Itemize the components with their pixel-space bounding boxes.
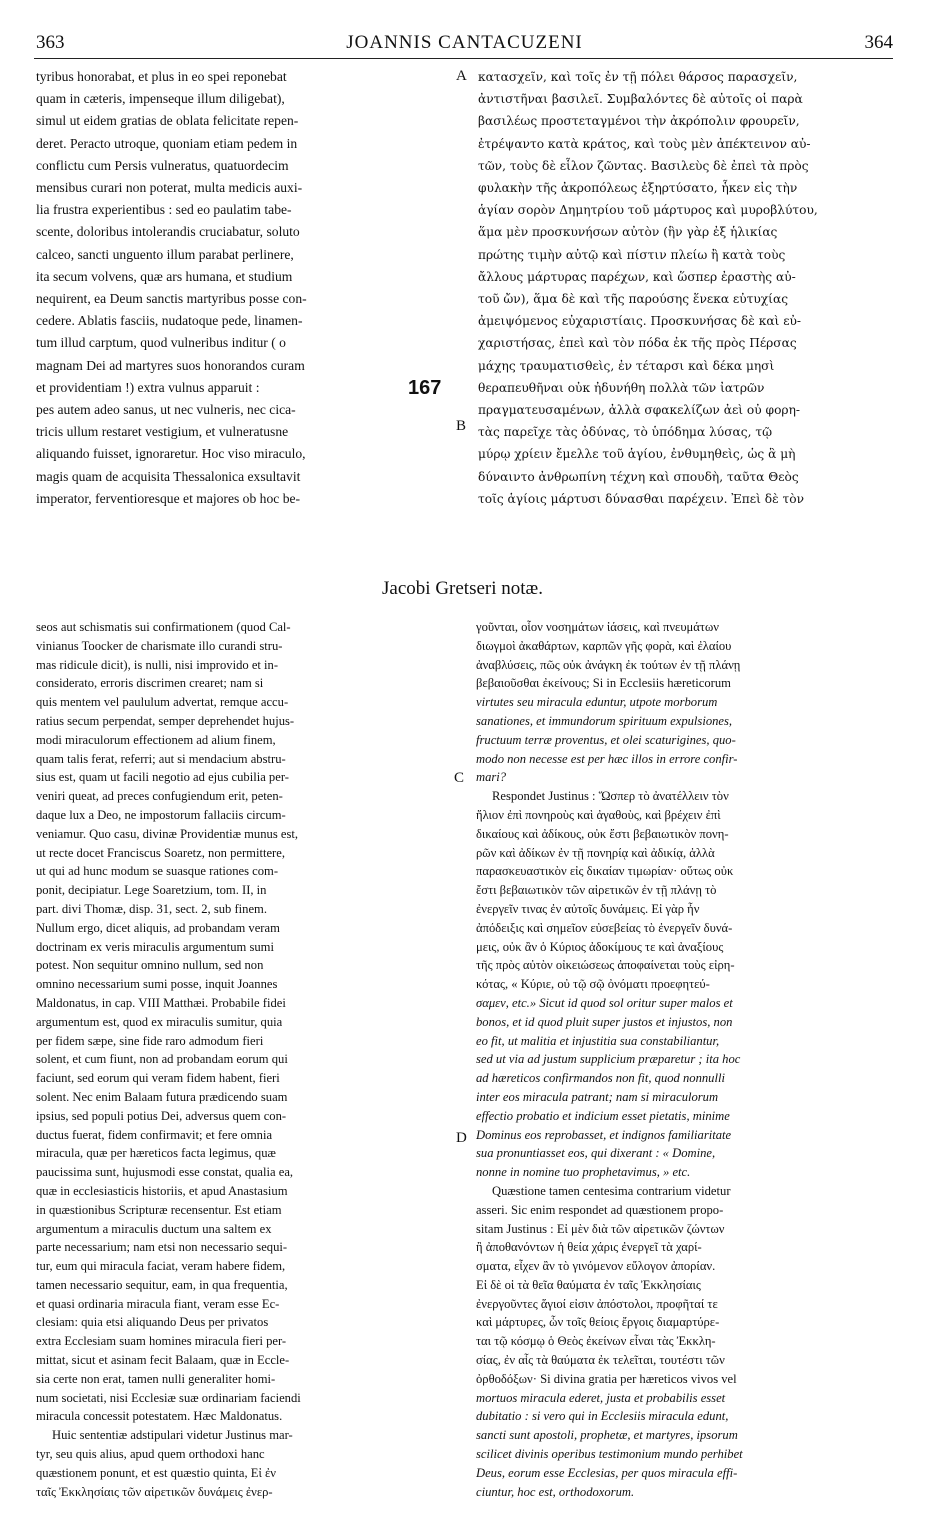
- text-line: miracula concessit potestatem. Hæc Maldonatus.: [36, 1409, 283, 1424]
- text-line: effectio probatio et indicium esset pietatis, minime: [476, 1108, 730, 1123]
- text-line: faciunt, sed eorum qui veram fidem habent, fieri: [36, 1071, 280, 1086]
- text-line: ita secum volvens, quæ ars humana, et studium: [36, 268, 293, 284]
- text-line: potest. Non sequitur omnino nullum, sed non: [36, 958, 264, 973]
- text-line: parte necessarium; nam etsi non necessario sequi-: [36, 1240, 288, 1255]
- text-line: ἐνεργοῦντες ἅγιοί εἰσιν ἀπόστολοι, προφῆταί τε: [476, 1296, 718, 1311]
- text-line: tamen necessario sequitur, eam, in qua frequentia,: [36, 1277, 288, 1292]
- text-line: Huic sententiæ adstipulari videtur Justinus mar-: [52, 1428, 293, 1443]
- text-line: Nullum ergo, dicet aliquis, ad probandam veram: [36, 920, 280, 935]
- text-line: κότας, « Κύριε, οὐ τῷ σῷ ὀνόματι προεφητεύ-: [476, 977, 710, 992]
- text-line: ἀμειψόμενος εὐχαριστίαις. Προσκυνήσας δὲ καὶ εὐ-: [478, 314, 802, 329]
- text-line: aliquando fuisset, ignoraretur. Hoc viso miraculo,: [36, 446, 306, 462]
- text-line: ut recte docet Franciscus Soaretz, non permittere,: [36, 845, 285, 860]
- text-line: num societati, nisi Ecclesiæ suæ ordinariam faciendi: [36, 1390, 301, 1405]
- text-line: scilicet divinis operibus testimonium mundo perhibet: [476, 1447, 743, 1462]
- text-line: δύναιντο ἀνθρωπίνη τέχνη καὶ σπουδὴ, ταῦτα Θεὸς: [478, 469, 799, 484]
- text-line: mensibus curari non poterat, multa medicis auxi-: [36, 180, 303, 196]
- text-line: fructuum terræ proventus, et olei scaturigines, quo-: [476, 732, 736, 747]
- text-line: πρώτης τιμὴν αὐτῷ καὶ πίστιν πλείω ἢ κατὰ τοὺς: [478, 247, 786, 262]
- text-line: Deus, eorum esse Ecclesias, per quos miracula effi-: [476, 1465, 738, 1480]
- text-line: sitam Justinus : Εἰ μὲν διὰ τῶν αἱρετικῶν ζώντων: [476, 1221, 725, 1236]
- text-line: dubitatio : si vero qui in Ecclesiis miracula edunt,: [476, 1409, 729, 1424]
- text-line: ἥλιον ἐπὶ πονηροὺς καὶ ἀγαθοὺς, καὶ βρέχειν ἐπὶ: [476, 807, 721, 822]
- text-line: ἀπόδειξις καὶ σημεῖον εὐσεβείας τὸ ἐνεργεῖν δυνά-: [476, 920, 733, 935]
- text-line: βασιλέως προστεταγμένοι τὴν ἀκρόπολιν φρουρεῖν,: [478, 114, 800, 129]
- text-line: δικαίους καὶ ἀδίκους, οὐκ ἔστι βεβαιωτικὸν πονη-: [476, 826, 729, 841]
- left-page-number: 363: [36, 32, 65, 53]
- text-line: ponit, decipiatur. Lege Soaretzium, tom. II, in: [36, 883, 267, 898]
- text-line: ut qui ad hunc modum se suasque rationes com-: [36, 864, 279, 879]
- text-line: ἁγίαν σορὸν Δημητρίου τοῦ μάρτυρος καὶ μυροβλύτου,: [478, 203, 818, 218]
- text-line: μεις, οὐκ ἂν ὁ Κύριος ἀδοκίμους τε καὶ ἀναξίους: [476, 939, 724, 954]
- page-marker: 167: [408, 377, 442, 400]
- text-line: βεβαιοῦσθαι ἐκείνους; Si in Ecclesiis hæreticorum: [476, 676, 731, 691]
- text-line: pes autem adeo sanus, ut nec vulneris, nec cica-: [36, 402, 296, 418]
- text-line: quam in cæteris, impenseque illum diligebat),: [36, 91, 285, 107]
- text-line: calceo, sancti unguento illum parabat perlinere,: [36, 246, 294, 262]
- text-line: ἅμα μὲν προσκυνήσων αὐτὸν (ἣν γὰρ ἐξ ἡλικίας: [478, 225, 778, 240]
- text-line: τὰς παρεῖχε τὰς ὀδύνας, τὸ ὑπόδημα λύσας, τῷ: [478, 425, 773, 440]
- text-line: παρασκευαστικὸν εἰς δικαίαν τιμωρίαν· οὕτως οὐκ: [476, 864, 734, 879]
- text-line: scente, doloribus intolerandis cruciabatur, soluto: [36, 224, 300, 240]
- text-line: sius est, quam ut facili negotio ad ejus cubilia per-: [36, 770, 289, 785]
- text-line: mari?: [476, 770, 507, 785]
- text-line: διωγμοὶ ἀκαθάρτων, καρπῶν γῆς φορὰ, καὶ ἐλαίου: [476, 638, 732, 653]
- running-title: JOANNIS CANTACUZENI: [346, 32, 583, 53]
- text-line: paucissima sunt, hujusmodi esse constat, qualia ea,: [36, 1165, 294, 1180]
- text-line: conflictu cum Persis vulneratus, quatuordecim: [36, 157, 289, 173]
- text-line: sancti sunt apostoli, prophetæ, et martyres, ipsorum: [476, 1428, 738, 1443]
- text-line: quæstionem ponunt, et est quæstio quinta, Εἰ ἐν: [36, 1465, 277, 1480]
- text-line: τῆς πρὸς αὐτὸν οἰκειώσεως ἀποφαίνεται τοὺς εἰρη-: [476, 958, 735, 973]
- text-line: ἔστι βεβαιωτικὸν τῶν αἱρετικῶν ἐν τῇ πλάνῃ τὸ: [476, 883, 717, 898]
- text-line: magis quam de acquisita Thessalonica exsultavit: [36, 468, 301, 484]
- text-line: mittat, sicut et asinam fecit Balaam, quæ in Eccle-: [36, 1353, 290, 1368]
- text-line: μύρῳ χρίειν ἔμελλε τοῦ ἁγίου, ἐνθυμηθεὶς, ὡς ἃ μὴ: [478, 447, 796, 462]
- text-line: veniri queat, ad preces confugiendum erit, peten-: [36, 789, 283, 804]
- margin-letter-b: B: [456, 418, 467, 434]
- text-line: ratius secum perpendat, semper deprehendet hujus-: [36, 713, 295, 728]
- text-line: in quæstionibus Scripturæ recensentur. Est etiam: [36, 1202, 282, 1217]
- text-line: ται τῷ κόσμῳ ὁ Θεὸς ἐκείνων εἶναι τὰς Ἐκκλη-: [476, 1334, 716, 1349]
- text-line: σαμεν, etc.» Sicut id quod sol oritur super malos et: [476, 995, 733, 1010]
- text-line: ἀναβλύσεις, πῶς οὐκ ἀνάγκη ἐκ τούτων ἐν τῇ πλάνῃ: [476, 657, 741, 672]
- greek-text-column: [478, 66, 898, 510]
- text-line: καὶ μάρτυρες, ὧν τοῖς θείοις ἔργοις διαμαρτύρε-: [476, 1315, 720, 1330]
- text-line: miracula, quæ per hæreticos facta legimus, quæ: [36, 1146, 276, 1161]
- text-line: ἄλλους μάρτυρας παρέχων, καὶ ὥσπερ ἐραστὴς αὐ-: [478, 269, 796, 284]
- latin-translation-column: [36, 66, 446, 510]
- text-line: clesiam: quia etsi aliquando Deus per privatos: [36, 1315, 269, 1330]
- text-line: virtutes seu miracula eduntur, utpote morborum: [476, 695, 718, 710]
- text-line: argumentum est, quod ex miraculis sumitur, quia: [36, 1014, 283, 1029]
- text-line: modo non necesse est per hæc illos in errore confir-: [476, 751, 738, 766]
- text-line: ὀρθοδόξων· Si divina gratia per hæreticos vivos vel: [476, 1371, 737, 1386]
- text-line: mas ridicule dicit), is nulli, nisi improvido et in-: [36, 657, 279, 672]
- text-line: sia certe non erat, tamen nulli generaliter homi-: [36, 1371, 276, 1386]
- right-page-number: 364: [864, 32, 893, 53]
- text-line: seos aut schismatis sui confirmationem (quod Cal-: [36, 620, 291, 634]
- text-line: θεραπευθῆναι οὐκ ἠδυνήθη πολλὰ τῶν ἰατρῶν: [478, 380, 765, 395]
- text-line: per fidem sæpe, sine fide raro admodum fieri: [36, 1033, 264, 1048]
- text-line: ductus fuerat, fidem confirmavit; et fere omnia: [36, 1127, 273, 1142]
- text-line: quam talis ferat, referri; aut si mendacium abstru-: [36, 751, 286, 766]
- text-line: mortuos miracula ederet, justa et probabilis esset: [476, 1390, 726, 1405]
- text-line: γοῦνται, οἷον νοσημάτων ἰάσεις, καὶ πνευμάτων: [476, 620, 719, 634]
- text-line: daque lux a Deo, ne impostorum fallaciis circum-: [36, 807, 286, 822]
- margin-letter-d: D: [456, 1130, 467, 1146]
- text-line: Respondet Justinus : Ὥσπερ τὸ ἀνατέλλειν τὸν: [492, 789, 729, 804]
- text-line: τοῖς ἁγίοις μάρτυσι δύνασθαι παρέχειν. Ἐπεὶ δὲ τὸν: [478, 491, 804, 506]
- text-line: vinianus Toocker de charismate illo curandi stru-: [36, 638, 283, 653]
- text-line: bonos, et id quod pluit super justos et injustos, non: [476, 1014, 733, 1029]
- running-header: [36, 28, 893, 60]
- text-line: κατασχεῖν, καὶ τοῖς ἐν τῇ πόλει θάρσος παρασχεῖν,: [478, 70, 798, 84]
- text-line: imperator, ferventioresque et majores ob hoc be-: [36, 490, 301, 506]
- text-line: Εἰ δὲ οἱ τὰ θεῖα θαύματα ἐν ταῖς Ἐκκλησίαις: [476, 1277, 701, 1292]
- text-line: ἐνεργεῖν τινας ἐν αὐτοῖς δυνάμεις. Εἰ γὰρ ἦν: [476, 901, 700, 916]
- text-line: ipsius, sed populi potius Dei, adversus quem con-: [36, 1108, 287, 1123]
- margin-letter-c: C: [454, 770, 465, 786]
- text-line: χαριστήσας, ἐπεὶ καὶ τὸν πόδα ἐκ τῆς πρὸς Πέρσας: [478, 336, 797, 351]
- margin-letter-a: A: [456, 68, 467, 84]
- text-line: Quæstione tamen centesima contrarium videtur: [492, 1183, 731, 1198]
- text-line: omnino necessarium sumi posse, inquit Joannes: [36, 977, 278, 992]
- text-line: quis mentem vel paululum advertat, remque accu-: [36, 695, 289, 710]
- text-line: sua pronuntiasset eos, qui dixerant : « Domine,: [476, 1146, 716, 1161]
- text-line: ἢ ἀποθανόντων ἡ θεία χάρις ἐνεργεῖ τὰ χαρί-: [476, 1240, 702, 1255]
- text-line: tum illud carptum, quod vulneribus inditur ( o: [36, 335, 286, 351]
- text-line: tur, eum qui miracula faciat, veram habere fidem,: [36, 1259, 286, 1274]
- text-line: et providentiam !) extra vulnus apparuit :: [36, 379, 260, 395]
- text-line: tyribus honorabat, et plus in eo spei reponebat: [36, 69, 287, 84]
- text-line: τῶν, τοὺς δὲ εἷλον ζῶντας. Βασιλεὺς δὲ ἐπεὶ τὰ πρὸς: [478, 158, 809, 173]
- text-line: quæ in ecclesiasticis historiis, et apud Anastasium: [36, 1183, 288, 1198]
- text-line: et quasi ordinaria miracula fiant, veram esse Ec-: [36, 1296, 280, 1311]
- text-line: part. divi Thomæ, disp. 31, sect. 2, sub finem.: [36, 901, 267, 916]
- text-line: solent, et cum fiunt, non ad probandam eorum qui: [36, 1052, 288, 1067]
- text-line: ρῶν καὶ ἀδίκων ἐν τῇ πονηρίᾳ καὶ ἀδικίᾳ, ἀλλὰ: [476, 845, 715, 860]
- text-line: extra Ecclesiam suam homines miracula fieri per-: [36, 1334, 287, 1349]
- text-line: lia frustra experientibus : sed eo paulatim tabe-: [36, 202, 292, 218]
- text-line: ταῖς Ἐκκλησίαις τῶν αἱρετικῶν δυνάμεις ἐνερ-: [36, 1484, 273, 1499]
- text-line: veniamur. Quo casu, divinæ Providentiæ munus est,: [36, 826, 299, 841]
- notes-left-column: [36, 618, 444, 1501]
- text-line: πραγματευσαμένων, ἀλλὰ σφακελίζων ἀεὶ οὐ φορη-: [478, 403, 800, 418]
- text-line: considerato, erroris discrimen crearet; nam si: [36, 676, 264, 691]
- text-line: inter eos miracula patrant; nam si miraculorum: [476, 1089, 719, 1104]
- text-line: sanationes, et immundorum spirituum expulsiones,: [476, 713, 733, 728]
- text-line: tyr, seu quis alius, apud quem orthodoxi hanc: [36, 1447, 265, 1462]
- text-line: τοῦ ὤν), ἅμα δὲ καὶ τῆς παρούσης ἕνεκα εὐτυχίας: [478, 292, 789, 307]
- text-line: ἐτρέψαντο κατὰ κράτος, καὶ τοὺς μὲν ἀπέκτεινον αὐ-: [478, 136, 811, 151]
- header-rule: [34, 58, 893, 59]
- text-line: μάχης τραυματισθεὶς, ἐν τέταρσι καὶ δέκα μησὶ: [478, 358, 775, 373]
- text-line: argumentum a miraculis ductum una saltem ex: [36, 1221, 272, 1236]
- text-line: cedere. Ablatis fasciis, nudatoque pede, linamen-: [36, 313, 303, 329]
- text-line: modi miraculorum effectionem ad alium finem,: [36, 732, 276, 747]
- text-line: simul ut eidem gratias de oblata felicitate repen-: [36, 113, 299, 129]
- text-line: sed ut via ad justum supplicium præparetur ; ita hoc: [476, 1052, 741, 1067]
- text-line: solent. Nec enim Balaam futura prædicendo suam: [36, 1089, 288, 1104]
- text-line: ad hæreticos confirmandos non fit, quod nonnulli: [476, 1071, 725, 1086]
- text-line: magnam Dei ad martyres suos honorandos curam: [36, 357, 305, 373]
- text-line: nequirent, ea Deum sanctis martyribus posse con-: [36, 291, 307, 307]
- text-line: doctrinam ex veris miraculis argumentum sumi: [36, 939, 274, 954]
- text-line: σματα, εἶχεν ἂν τὸ γινόμενον εὔλογον ἀπορίαν.: [476, 1259, 716, 1274]
- text-line: deret. Peracto utroque, quoniam etiam pedem in: [36, 135, 298, 151]
- text-line: ἀντιστῆναι βασιλεῖ. Συμβαλόντες δὲ αὐτοῖς οἱ παρὰ: [478, 92, 803, 107]
- text-line: eo fit, ut malitia et injustitia sua constabiliantur,: [476, 1033, 720, 1048]
- notes-heading: Jacobi Gretseri notæ.: [382, 578, 543, 599]
- text-line: tricis ullum restaret vestigium, et vulneratusne: [36, 424, 289, 440]
- text-line: Dominus eos reprobasset, et indignos familiaritate: [476, 1127, 732, 1142]
- notes-right-column: [476, 618, 898, 1501]
- text-line: σίας, ἐν αἷς τὰ θαύματα ἐκ τελεῖται, τουτέστι τῶν: [476, 1353, 725, 1368]
- text-line: ciuntur, hoc est, orthodoxorum.: [476, 1484, 635, 1499]
- text-line: Maldonatus, in cap. VIII Matthæi. Probabile fidei: [36, 995, 286, 1010]
- text-line: φυλακὴν τῆς ἀκροπόλεως ἐξηρτύσατο, ἧκεν εἰς τὴν: [478, 181, 798, 196]
- text-line: asseri. Sic enim respondet ad quæstionem propo-: [476, 1202, 724, 1217]
- text-line: nonne in nomine tuo prophetavimus, » etc.: [476, 1165, 691, 1180]
